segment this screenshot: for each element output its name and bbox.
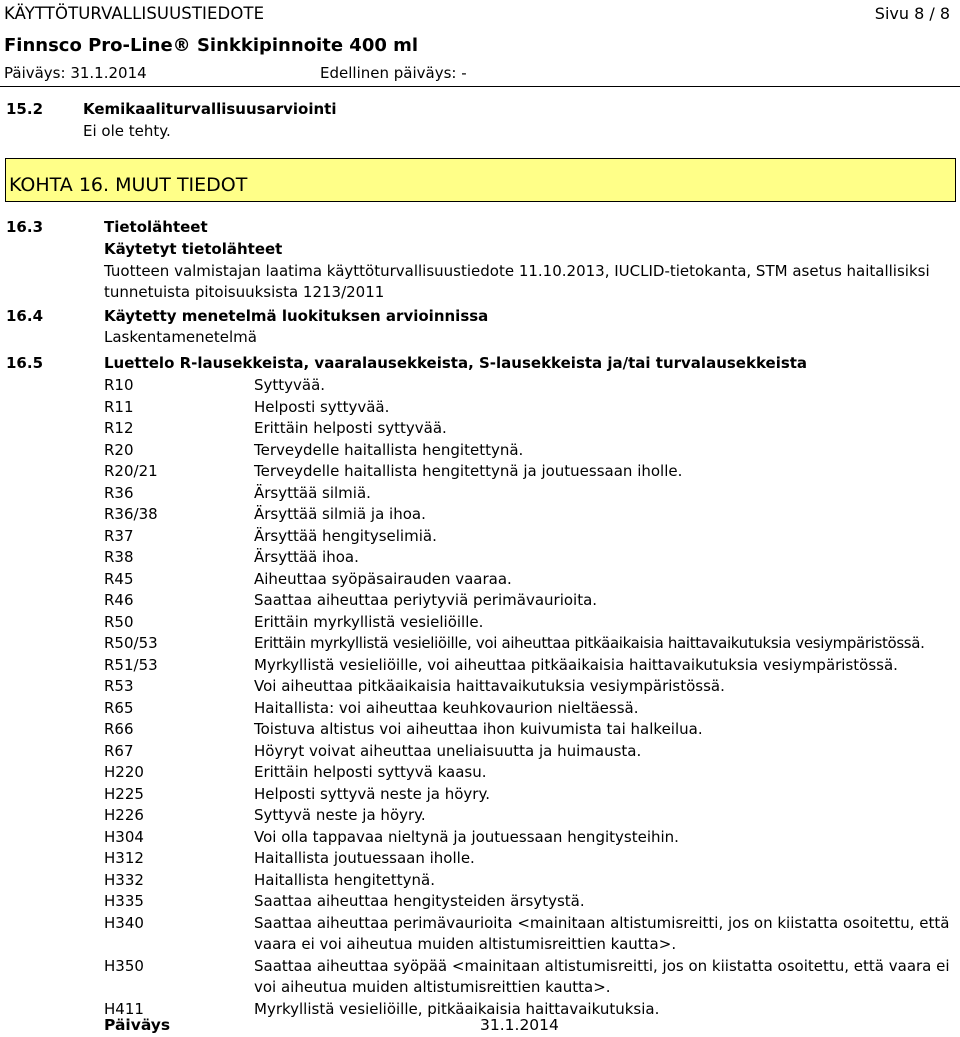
phrase-row-r46 (104, 590, 960, 612)
section-15-2-number: 15.2 (6, 100, 44, 118)
phrase-text: Erittäin myrkyllistä vesieliöille, voi aiheuttaa pitkäaikaisia haittavaikutuksia vesiympäristössä. (254, 634, 925, 652)
phrase-text: Ärsyttää silmiä. (254, 483, 371, 502)
phrase-row-r50-53 (104, 633, 960, 655)
phrase-row-r12 (104, 418, 960, 440)
section-16-3-title: Tietolähteet (104, 218, 208, 236)
phrase-text: Toistuva altistus voi aiheuttaa ihon kuivumista tai halkeilua. (254, 720, 703, 738)
phrase-code: H340 (104, 913, 144, 932)
footer-date-label: Päiväys (104, 1016, 171, 1034)
phrase-code: R65 (104, 698, 134, 717)
phrase-code: R11 (104, 397, 134, 416)
phrase-text: Voi olla tappavaa nieltynä ja joutuessaan hengitysteihin. (254, 827, 679, 846)
section-16-4-number: 16.4 (6, 307, 44, 325)
phrase-code: R37 (104, 526, 134, 545)
phrase-code: H350 (104, 956, 144, 975)
phrase-code: R36 (104, 483, 134, 502)
phrase-code: H332 (104, 870, 144, 889)
phrase-code: R20 (104, 440, 134, 459)
phrase-row-h312 (104, 848, 960, 870)
phrase-code: R46 (104, 591, 134, 609)
phrase-code: R38 (104, 548, 134, 566)
phrase-row-r66 (104, 719, 960, 741)
phrase-text: Myrkyllistä vesieliöille, pitkäaikaisia haittavaikutuksia. (254, 999, 660, 1018)
section-16-3-subtitle: Käytetyt tietolähteet (104, 240, 283, 258)
section-16-4-title: Käytetty menetelmä luokituksen arvioinnissa (104, 307, 489, 325)
phrase-text: Ärsyttää hengityselimiä. (254, 526, 437, 545)
phrase-row-h340 (104, 913, 960, 956)
phrase-text: Saattaa aiheuttaa hengitysteiden ärsytystä. (254, 892, 585, 910)
phrase-code: R45 (104, 569, 134, 588)
phrase-code: R53 (104, 677, 134, 695)
phrase-row-r53 (104, 676, 960, 698)
section-16-3-number: 16.3 (6, 218, 44, 236)
phrase-text: Terveydelle haitallista hengitettynä ja joutuessaan iholle. (254, 462, 683, 480)
phrase-row-r65 (104, 698, 960, 720)
phrase-code: H220 (104, 763, 144, 781)
phrase-code: R20/21 (104, 462, 158, 480)
phrase-code: H225 (104, 784, 144, 803)
phrase-row-r45 (104, 569, 960, 591)
phrase-code: R12 (104, 419, 134, 437)
phrase-text: Terveydelle haitallista hengitettynä. (254, 440, 524, 459)
phrase-code: R66 (104, 720, 134, 738)
section-15-2-text: Ei ole tehty. (83, 122, 171, 140)
phrase-text: Myrkyllistä vesieliöille, voi aiheuttaa pitkäaikaisia haittavaikutuksia vesiympäristössä. (254, 655, 898, 674)
previous-date: Edellinen päiväys: - (320, 64, 467, 82)
section-16-5-number: 16.5 (6, 354, 44, 372)
phrase-row-h226 (104, 805, 960, 827)
phrase-text: Ärsyttää silmiä ja ihoa. (254, 505, 426, 523)
product-name: Finnsco Pro-Line® Sinkkipinnoite 400 ml (4, 35, 419, 56)
phrase-row-r37 (104, 526, 960, 548)
phrase-text: Haitallista hengitettynä. (254, 870, 436, 889)
phrase-row-r20-21 (104, 461, 960, 483)
phrase-text: Syttyvä neste ja höyry. (254, 806, 426, 824)
phrase-text: Syttyvää. (254, 376, 326, 394)
phrase-text: Haitallista joutuessaan iholle. (254, 849, 475, 867)
phrase-row-r11 (104, 397, 960, 419)
phrase-text: Haitallista: voi aiheuttaa keuhkovaurion nieltäessä. (254, 698, 639, 717)
document-type-title: KÄYTTÖTURVALLISUUSTIEDOTE (4, 4, 265, 23)
phrase-code: H411 (104, 999, 144, 1018)
issue-date: Päiväys: 31.1.2014 (4, 64, 147, 82)
phrase-text: Saattaa aiheuttaa syöpää <mainitaan altistumisreitti, jos on kiistatta osoitettu, että vaara ei voi aiheutua muiden altistumisreittien kautta>. (254, 956, 950, 996)
phrase-text: Erittäin helposti syttyvä kaasu. (254, 763, 487, 781)
phrase-row-r36-38 (104, 504, 960, 526)
phrase-row-h335 (104, 891, 960, 913)
phrase-text: Aiheuttaa syöpäsairauden vaaraa. (254, 569, 512, 588)
phrase-code: H304 (104, 827, 144, 846)
phrase-text: Erittäin helposti syttyvää. (254, 419, 447, 437)
phrase-row-r20 (104, 440, 960, 462)
phrase-text: Voi aiheuttaa pitkäaikaisia haittavaikutuksia vesiympäristössä. (254, 677, 725, 695)
phrase-row-h332 (104, 870, 960, 892)
phrase-code: R50 (104, 612, 134, 631)
phrase-code: H335 (104, 892, 144, 910)
phrase-code: H312 (104, 849, 144, 867)
phrase-row-h350 (104, 956, 960, 999)
phrase-code: R50/53 (104, 634, 158, 652)
section-15-2-title: Kemikaaliturvallisuusarviointi (83, 100, 337, 118)
phrase-row-r51-53 (104, 655, 960, 677)
phrase-row-r36 (104, 483, 960, 505)
header-divider (0, 86, 960, 87)
phrase-row-r38 (104, 547, 960, 569)
phrase-text: Saattaa aiheuttaa periytyviä perimävaurioita. (254, 591, 598, 609)
phrase-code: R51/53 (104, 655, 158, 674)
phrase-text: Ärsyttää ihoa. (254, 548, 359, 566)
phrase-row-r50 (104, 612, 960, 634)
phrase-row-r10 (104, 375, 960, 397)
section-16-banner-title: KOHTA 16. MUUT TIEDOT (9, 174, 248, 196)
phrase-code: H226 (104, 806, 144, 824)
phrase-text: Helposti syttyvä neste ja höyry. (254, 784, 490, 803)
section-16-banner (5, 158, 956, 202)
phrase-text: Erittäin myrkyllistä vesieliöille. (254, 612, 484, 631)
phrase-code: R36/38 (104, 505, 158, 523)
phrase-row-h225 (104, 784, 960, 806)
section-16-4-text: Laskentamenetelmä (104, 328, 257, 346)
section-16-5-title: Luettelo R-lausekkeista, vaaralausekkeista, S-lausekkeista ja/tai turvalausekkeista (104, 354, 808, 372)
phrase-text: Helposti syttyvää. (254, 397, 390, 416)
phrase-row-h220 (104, 762, 960, 784)
phrase-row-h304 (104, 827, 960, 849)
section-16-3-text: Tuotteen valmistajan laatima käyttöturvallisuustiedote 11.10.2013, IUCLID-tietokanta, STM asetus haitallisiksi tunnetuista pitoisuuksista 1213/2011 (104, 262, 930, 301)
phrase-text: Höyryt voivat aiheuttaa uneliaisuutta ja huimausta. (254, 741, 642, 760)
phrase-code: R10 (104, 376, 134, 394)
phrase-row-r67 (104, 741, 960, 763)
phrase-code: R67 (104, 741, 134, 760)
phrase-text: Saattaa aiheuttaa perimävaurioita <mainitaan altistumisreitti, jos on kiistatta osoitettu, että vaara ei voi aiheutua muiden altistumisreittien kautta>. (254, 913, 950, 953)
phrase-list (104, 375, 960, 1020)
footer-date: 31.1.2014 (480, 1016, 559, 1034)
page-number: Sivu 8 / 8 (874, 4, 950, 23)
